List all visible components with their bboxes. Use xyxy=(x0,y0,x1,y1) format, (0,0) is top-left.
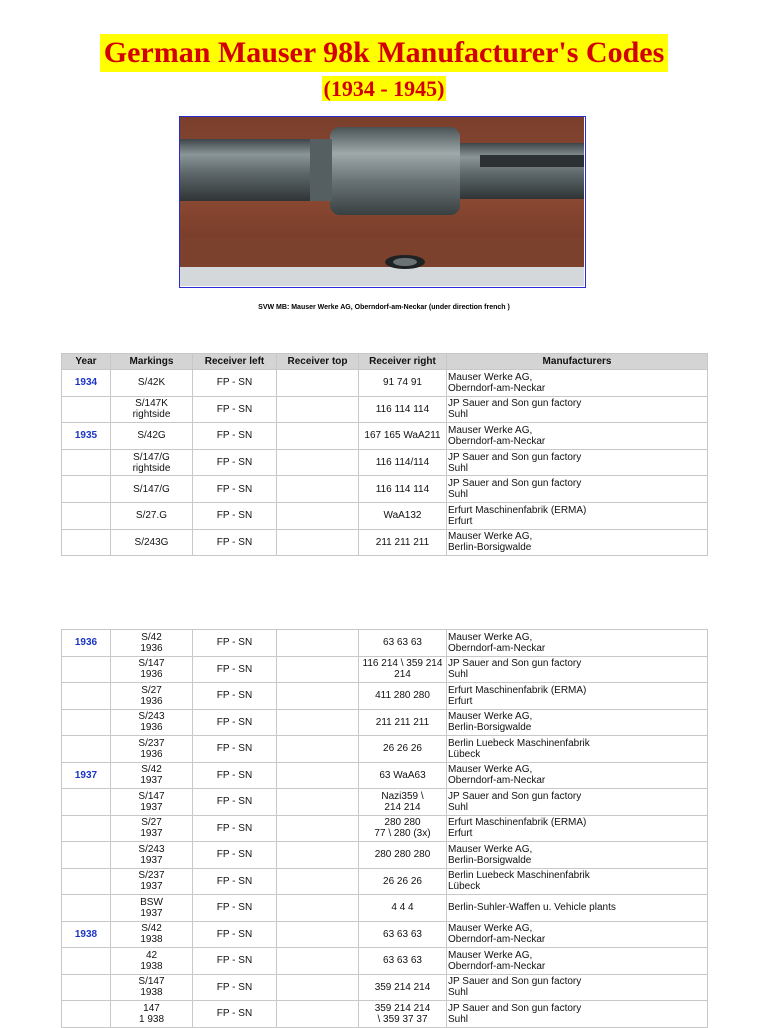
receiver-top-cell xyxy=(277,948,359,975)
manufacturer-line: Oberndorf-am-Neckar xyxy=(448,642,546,654)
receiver-left-cell: FP - SN xyxy=(193,974,277,1001)
manufacturer-line: Mauser Werke AG, xyxy=(448,531,533,543)
receiver-top-cell xyxy=(277,921,359,948)
marking-line: 1937 xyxy=(140,775,163,787)
receiver-top-cell xyxy=(277,762,359,789)
receiver-left-cell: FP - SN xyxy=(193,529,277,556)
receiver-right-cell xyxy=(359,736,447,763)
table-row xyxy=(62,656,708,683)
receiver-right-cell xyxy=(359,842,447,869)
manufacturer-line: Erfurt Maschinenfabrik (ERMA) xyxy=(448,684,587,696)
manufacturer-line: JP Sauer and Son gun factory xyxy=(448,976,582,988)
rifle-receiver-image xyxy=(180,117,584,286)
receiver-right-cell xyxy=(359,789,447,816)
manufacturer-line: Mauser Werke AG, xyxy=(448,711,533,723)
receiver-top-cell xyxy=(277,683,359,710)
manufacturer-line: Erfurt Maschinenfabrik (ERMA) xyxy=(448,817,587,829)
manufacturer-line: Lübeck xyxy=(448,881,481,893)
markings-cell xyxy=(111,815,193,842)
receiver-right-line: 63 63 63 xyxy=(383,928,422,940)
receiver-left-cell: FP - SN xyxy=(193,762,277,789)
year-cell xyxy=(62,656,111,683)
year-cell xyxy=(62,842,111,869)
manufacturer-cell xyxy=(447,709,708,736)
receiver-right-line: 280 280 280 xyxy=(374,849,431,861)
table-row xyxy=(62,789,708,816)
page-subtitle-wrap xyxy=(0,76,768,102)
col-header-year: Year xyxy=(62,354,111,370)
receiver-right-cell xyxy=(359,974,447,1001)
manufacturer-cell xyxy=(447,502,708,529)
year-cell xyxy=(62,529,111,556)
manufacturer-line: Suhl xyxy=(448,462,469,474)
manufacturer-line: Berlin Luebeck Maschinenfabrik xyxy=(448,737,590,749)
manufacturer-line: Suhl xyxy=(448,489,469,501)
receiver-left-cell: FP - SN xyxy=(193,396,277,423)
markings-cell xyxy=(111,974,193,1001)
receiver-right-cell xyxy=(359,423,447,450)
marking-line: 1938 xyxy=(140,960,163,972)
marking-line: rightside xyxy=(132,462,171,474)
manufacturer-line: Suhl xyxy=(448,409,469,421)
markings-cell xyxy=(111,736,193,763)
receiver-right-line: Nazi359 \ xyxy=(381,790,424,802)
manufacturer-line: Suhl xyxy=(448,801,469,813)
receiver-right-line: 26 26 26 xyxy=(383,875,422,887)
marking-line: S/147/G xyxy=(133,483,170,495)
manufacturer-line: Mauser Werke AG, xyxy=(448,949,533,961)
markings-cell xyxy=(111,789,193,816)
year-cell xyxy=(62,709,111,736)
marking-line: 1936 xyxy=(140,642,163,654)
year-cell xyxy=(62,815,111,842)
table-row xyxy=(62,868,708,895)
col-header-manufacturers: Manufacturers xyxy=(447,354,708,370)
page-title-wrap xyxy=(0,34,768,72)
receiver-right-line: 359 214 214 xyxy=(374,981,431,993)
receiver-top-cell xyxy=(277,396,359,423)
markings-cell xyxy=(111,502,193,529)
receiver-top-cell xyxy=(277,895,359,922)
manufacturer-cell xyxy=(447,1001,708,1028)
table-row xyxy=(62,370,708,397)
manufacturer-cell xyxy=(447,449,708,476)
codes-table-1936 xyxy=(61,629,708,1028)
receiver-left-cell: FP - SN xyxy=(193,370,277,397)
receiver-right-line: 63 63 63 xyxy=(383,637,422,649)
manufacturer-line: JP Sauer and Son gun factory xyxy=(448,398,582,410)
manufacturer-cell xyxy=(447,656,708,683)
manufacturer-line: Berlin-Suhler-Waffen u. Vehicle plants xyxy=(448,902,616,914)
receiver-left-cell: FP - SN xyxy=(193,476,277,503)
table-row xyxy=(62,815,708,842)
year-cell xyxy=(62,683,111,710)
year-cell: 1936 xyxy=(62,630,111,657)
receiver-left-cell: FP - SN xyxy=(193,449,277,476)
marking-line: S/243G xyxy=(134,536,169,548)
markings-cell xyxy=(111,842,193,869)
table-body xyxy=(62,370,708,556)
marking-line: S/147/G xyxy=(133,451,170,463)
manufacturer-line: JP Sauer and Son gun factory xyxy=(448,658,582,670)
table-row xyxy=(62,449,708,476)
marking-line: 42 xyxy=(145,949,158,961)
receiver-top-cell xyxy=(277,868,359,895)
marking-line: S/27 xyxy=(141,684,162,696)
col-header-receiver-left: Receiver left xyxy=(193,354,277,370)
year-cell xyxy=(62,789,111,816)
receiver-right-cell xyxy=(359,449,447,476)
receiver-left-cell: FP - SN xyxy=(193,656,277,683)
receiver-right-cell xyxy=(359,502,447,529)
manufacturer-line: Oberndorf-am-Neckar xyxy=(448,775,546,787)
year-cell xyxy=(62,476,111,503)
manufacturer-cell xyxy=(447,948,708,975)
receiver-top-cell xyxy=(277,476,359,503)
year-cell xyxy=(62,1001,111,1028)
receiver-top-cell xyxy=(277,736,359,763)
marking-line: rightside xyxy=(132,409,171,421)
receiver-left-cell: FP - SN xyxy=(193,502,277,529)
receiver-top-cell xyxy=(277,502,359,529)
manufacturer-cell xyxy=(447,974,708,1001)
manufacturer-line: Mauser Werke AG, xyxy=(448,371,533,383)
manufacturer-line: Mauser Werke AG, xyxy=(448,424,533,436)
year-cell: 1935 xyxy=(62,423,111,450)
manufacturer-line: Lübeck xyxy=(448,748,481,760)
manufacturer-cell xyxy=(447,895,708,922)
marking-line: 1937 xyxy=(140,907,163,919)
marking-line: S/42 xyxy=(141,923,162,935)
receiver-top-cell xyxy=(277,529,359,556)
receiver-right-line: 280 280 xyxy=(384,817,421,829)
page-subtitle: (1934 - 1945) xyxy=(323,76,445,101)
table-body xyxy=(62,630,708,1028)
receiver-right-line: 116 114 114 xyxy=(375,403,430,415)
manufacturer-cell xyxy=(447,630,708,657)
receiver-right-line: 214 214 xyxy=(384,801,421,813)
marking-line: 1937 xyxy=(140,881,163,893)
marking-line: S/42 xyxy=(141,631,162,643)
receiver-right-cell xyxy=(359,396,447,423)
manufacturer-line: Oberndorf-am-Neckar xyxy=(448,382,546,394)
col-header-receiver-top: Receiver top xyxy=(277,354,359,370)
receiver-right-line: 167 165 WaA211 xyxy=(364,430,441,442)
receiver-left-cell: FP - SN xyxy=(193,683,277,710)
marking-line: S/147 xyxy=(138,790,165,802)
markings-cell xyxy=(111,656,193,683)
marking-line: 1938 xyxy=(140,934,163,946)
table-row xyxy=(62,396,708,423)
manufacturer-cell xyxy=(447,423,708,450)
marking-line: S/27.G xyxy=(135,510,168,522)
manufacturer-cell xyxy=(447,736,708,763)
table-row xyxy=(62,762,708,789)
table-row xyxy=(62,1001,708,1028)
marking-line: S/243 xyxy=(138,843,165,855)
marking-line: 1937 xyxy=(140,801,163,813)
table-row xyxy=(62,709,708,736)
table-header-row xyxy=(62,354,708,370)
markings-cell xyxy=(111,529,193,556)
receiver-left-cell: FP - SN xyxy=(193,1001,277,1028)
receiver-left-cell: FP - SN xyxy=(193,921,277,948)
manufacturer-cell xyxy=(447,396,708,423)
receiver-right-cell xyxy=(359,815,447,842)
manufacturer-line: Erfurt xyxy=(448,828,473,840)
manufacturer-line: Suhl xyxy=(448,1013,469,1025)
year-cell xyxy=(62,948,111,975)
manufacturer-line: Mauser Werke AG, xyxy=(448,843,533,855)
markings-cell xyxy=(111,370,193,397)
marking-line: S/27 xyxy=(141,817,162,829)
markings-cell xyxy=(111,895,193,922)
manufacturer-cell xyxy=(447,762,708,789)
page-title: German Mauser 98k Manufacturer's Codes xyxy=(100,34,669,72)
receiver-top-cell xyxy=(277,1001,359,1028)
receiver-right-line: 116 214 \ 359 214 xyxy=(362,658,443,670)
manufacturer-line: Erfurt Maschinenfabrik (ERMA) xyxy=(448,504,587,516)
receiver-left-cell: FP - SN xyxy=(193,736,277,763)
marking-line: 1937 xyxy=(140,828,163,840)
receiver-right-cell xyxy=(359,762,447,789)
manufacturer-cell xyxy=(447,370,708,397)
manufacturer-cell xyxy=(447,815,708,842)
receiver-right-cell xyxy=(359,656,447,683)
manufacturer-line: Oberndorf-am-Neckar xyxy=(448,960,546,972)
manufacturer-line: Berlin-Borsigwalde xyxy=(448,722,532,734)
manufacturer-line: Erfurt xyxy=(448,695,473,707)
markings-cell xyxy=(111,423,193,450)
receiver-top-cell xyxy=(277,656,359,683)
manufacturer-line: Berlin Luebeck Maschinenfabrik xyxy=(448,870,590,882)
table-row xyxy=(62,502,708,529)
col-header-receiver-right: Receiver right xyxy=(359,354,447,370)
receiver-right-cell xyxy=(359,683,447,710)
marking-line: 1936 xyxy=(140,695,163,707)
markings-cell xyxy=(111,762,193,789)
receiver-right-cell xyxy=(359,529,447,556)
receiver-right-line: \ 359 37 37 xyxy=(377,1013,428,1025)
table-row xyxy=(62,630,708,657)
marking-line: S/237 xyxy=(138,737,165,749)
receiver-right-cell xyxy=(359,868,447,895)
marking-line: S/237 xyxy=(138,870,165,882)
receiver-left-cell: FP - SN xyxy=(193,630,277,657)
marking-line: S/42G xyxy=(137,430,166,442)
receiver-left-cell: FP - SN xyxy=(193,868,277,895)
receiver-top-cell xyxy=(277,423,359,450)
year-cell xyxy=(62,895,111,922)
receiver-right-line: 116 114/114 xyxy=(375,457,430,469)
receiver-right-cell xyxy=(359,921,447,948)
marking-line: S/147K xyxy=(135,398,168,410)
manufacturer-line: Erfurt xyxy=(448,515,473,527)
manufacturer-cell xyxy=(447,842,708,869)
receiver-top-cell xyxy=(277,842,359,869)
marking-line: 1938 xyxy=(140,987,163,999)
receiver-top-cell xyxy=(277,974,359,1001)
manufacturer-line: JP Sauer and Son gun factory xyxy=(448,790,582,802)
manufacturer-cell xyxy=(447,529,708,556)
receiver-left-cell: FP - SN xyxy=(193,709,277,736)
marking-line: S/42K xyxy=(137,377,166,389)
receiver-right-line: 116 114 114 xyxy=(375,483,430,495)
receiver-left-cell: FP - SN xyxy=(193,815,277,842)
markings-cell xyxy=(111,630,193,657)
manufacturer-cell xyxy=(447,921,708,948)
marking-line: S/243 xyxy=(138,711,165,723)
year-cell: 1938 xyxy=(62,921,111,948)
receiver-left-cell: FP - SN xyxy=(193,842,277,869)
receiver-right-line: 91 74 91 xyxy=(383,377,422,389)
manufacturer-line: Suhl xyxy=(448,669,469,681)
receiver-right-line: 211 211 211 xyxy=(375,536,430,548)
receiver-top-cell xyxy=(277,789,359,816)
receiver-left-cell: FP - SN xyxy=(193,948,277,975)
manufacturer-line: JP Sauer and Son gun factory xyxy=(448,478,582,490)
receiver-right-line: 63 WaA63 xyxy=(379,769,426,781)
table-row xyxy=(62,683,708,710)
receiver-right-line: 211 211 211 xyxy=(375,716,430,728)
year-cell xyxy=(62,396,111,423)
marking-line: 147 xyxy=(143,1002,160,1014)
table-row xyxy=(62,948,708,975)
receiver-right-line: 26 26 26 xyxy=(383,743,422,755)
table-row xyxy=(62,529,708,556)
manufacturer-line: Mauser Werke AG, xyxy=(448,631,533,643)
receiver-right-cell xyxy=(359,630,447,657)
manufacturer-line: Suhl xyxy=(448,987,469,999)
marking-line: 1936 xyxy=(140,748,163,760)
receiver-right-line: 4 4 4 xyxy=(391,902,414,914)
receiver-top-cell xyxy=(277,449,359,476)
table-row xyxy=(62,974,708,1001)
receiver-left-cell: FP - SN xyxy=(193,895,277,922)
markings-cell xyxy=(111,709,193,736)
receiver-right-cell xyxy=(359,895,447,922)
markings-cell xyxy=(111,1001,193,1028)
marking-line: 1936 xyxy=(140,669,163,681)
table-row xyxy=(62,476,708,503)
receiver-right-line: 411 280 280 xyxy=(375,690,430,702)
year-cell xyxy=(62,449,111,476)
col-header-markings: Markings xyxy=(111,354,193,370)
marking-line: S/147 xyxy=(138,976,165,988)
manufacturer-line: Mauser Werke AG, xyxy=(448,923,533,935)
receiver-right-line: 63 63 63 xyxy=(383,955,422,967)
table-row xyxy=(62,423,708,450)
year-cell: 1937 xyxy=(62,762,111,789)
markings-cell xyxy=(111,948,193,975)
table-row xyxy=(62,736,708,763)
receiver-right-cell xyxy=(359,476,447,503)
receiver-right-cell xyxy=(359,709,447,736)
manufacturer-line: Berlin-Borsigwalde xyxy=(448,854,532,866)
markings-cell xyxy=(111,683,193,710)
year-cell xyxy=(62,736,111,763)
marking-line: 1936 xyxy=(140,722,163,734)
receiver-right-line: 77 \ 280 (3x) xyxy=(374,828,431,840)
receiver-right-line: 359 214 214 xyxy=(374,1002,431,1014)
marking-line: BSW xyxy=(140,896,163,908)
receiver-right-line: WaA132 xyxy=(383,510,422,522)
markings-cell xyxy=(111,921,193,948)
receiver-top-cell xyxy=(277,709,359,736)
markings-cell xyxy=(111,476,193,503)
manufacturer-line: JP Sauer and Son gun factory xyxy=(448,1002,582,1014)
table-row xyxy=(62,921,708,948)
marking-line: S/42 xyxy=(141,764,162,776)
year-cell xyxy=(62,974,111,1001)
table-row xyxy=(62,842,708,869)
receiver-right-line: 214 xyxy=(394,669,411,681)
receiver-left-cell: FP - SN xyxy=(193,789,277,816)
manufacturer-cell xyxy=(447,683,708,710)
manufacturer-line: Berlin-Borsigwalde xyxy=(448,542,532,554)
codes-table-1935 xyxy=(61,353,708,556)
markings-cell xyxy=(111,449,193,476)
receiver-right-cell xyxy=(359,370,447,397)
year-cell xyxy=(62,868,111,895)
receiver-top-cell xyxy=(277,630,359,657)
manufacturer-line: JP Sauer and Son gun factory xyxy=(448,451,582,463)
year-cell xyxy=(62,502,111,529)
marking-line: 1 938 xyxy=(138,1013,165,1025)
markings-cell xyxy=(111,868,193,895)
marking-line: S/147 xyxy=(138,658,165,670)
manufacturer-cell xyxy=(447,789,708,816)
manufacturer-line: Oberndorf-am-Neckar xyxy=(448,435,546,447)
markings-cell xyxy=(111,396,193,423)
year-cell: 1934 xyxy=(62,370,111,397)
manufacturer-cell xyxy=(447,868,708,895)
receiver-top-cell xyxy=(277,370,359,397)
receiver-right-cell xyxy=(359,1001,447,1028)
manufacturer-line: Oberndorf-am-Neckar xyxy=(448,934,546,946)
photo-caption: SVW MB: Mauser Werke AG, Oberndorf-am-Neckar (under direction french ) xyxy=(258,304,510,311)
manufacturer-cell xyxy=(447,476,708,503)
receiver-right-cell xyxy=(359,948,447,975)
receiver-left-cell: FP - SN xyxy=(193,423,277,450)
rifle-receiver-photo xyxy=(179,116,586,288)
table-row xyxy=(62,895,708,922)
receiver-top-cell xyxy=(277,815,359,842)
manufacturer-line: Mauser Werke AG, xyxy=(448,764,533,776)
marking-line: 1937 xyxy=(140,854,163,866)
